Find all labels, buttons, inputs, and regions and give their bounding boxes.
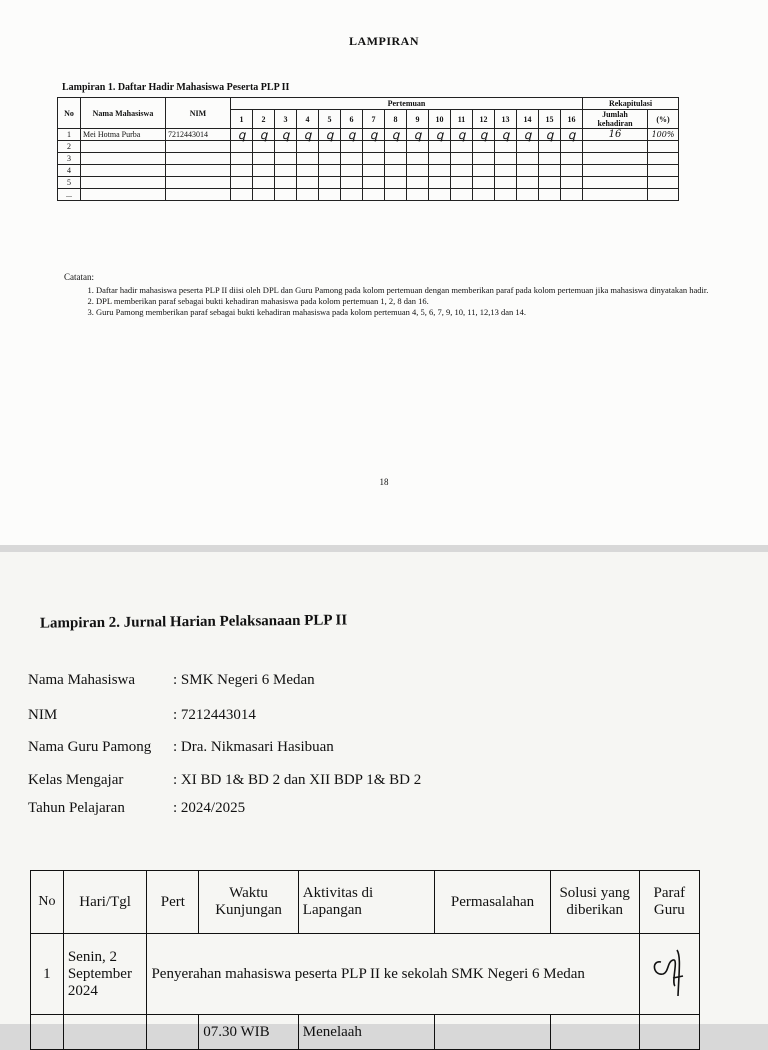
meeting-num: 4 — [297, 110, 319, 129]
journal-table — [30, 870, 700, 1050]
meeting-num: 16 — [561, 110, 583, 129]
table-row — [58, 189, 679, 201]
meeting-num: 6 — [341, 110, 363, 129]
meeting-num: 15 — [539, 110, 561, 129]
paraf-signature: ꝗ — [231, 129, 253, 141]
col-rekap: Rekapitulasi — [583, 98, 679, 110]
page-title: LAMPIRAN — [349, 34, 419, 48]
row-no: 5 — [58, 177, 81, 189]
col-no: No — [58, 98, 81, 129]
row-description: Penyerahan mahasiswa peserta PLP II ke sekolah SMK Negeri 6 Medan — [147, 934, 639, 1015]
student-name: Mei Hotma Purba — [81, 129, 166, 141]
note-item: 3. Guru Pamong memberikan paraf sebagai bukti kehadiran mahasiswa pada kolom pertemuan 4, 5, 6, 7, 9, 10, 11, 12,13 dan 14. — [96, 307, 736, 318]
attendance-subtitle: Lampiran 1. Daftar Hadir Mahasiswa Peserta PLP II — [62, 82, 290, 93]
notes-list — [62, 285, 736, 318]
row-waktu: 07.30 WIB — [199, 1015, 299, 1050]
paraf-signature: ꝗ — [297, 129, 319, 141]
field-kelas-mengajar — [28, 772, 421, 789]
row-no: ... — [58, 189, 81, 201]
field-nim — [28, 707, 256, 724]
meeting-num: 14 — [517, 110, 539, 129]
table-row — [58, 177, 679, 189]
field-value: : XI BD 1& BD 2 dan XII BDP 1& BD 2 — [173, 772, 422, 788]
paraf-signature: ꝗ — [363, 129, 385, 141]
field-label: Nama Guru Pamong — [28, 739, 152, 755]
table-row — [58, 153, 679, 165]
page-number: 18 — [379, 477, 389, 487]
field-value: : 2024/2025 — [173, 800, 246, 816]
paraf-signature: ꝗ — [495, 129, 517, 141]
col-permasalahan: Permasalahan — [435, 871, 550, 934]
field-value: : SMK Negeri 6 Medan — [173, 672, 315, 688]
col-name: Nama Mahasiswa — [81, 98, 166, 129]
field-label: Tahun Pelajaran — [28, 800, 125, 816]
paraf-signature: ꝗ — [473, 129, 495, 141]
field-tahun-pelajaran — [28, 800, 245, 817]
persen-kehadiran: 100% — [648, 129, 679, 141]
row-no: 3 — [58, 153, 81, 165]
paraf-signature: ꝗ — [407, 129, 429, 141]
paraf-signature — [639, 934, 699, 1015]
col-waktu: Waktu Kunjungan — [199, 871, 299, 934]
paraf-signature: ꝗ — [429, 129, 451, 141]
row-hari: Senin, 2 September 2024 — [63, 934, 147, 1015]
journal-title: Lampiran 2. Jurnal Harian Pelaksanaan PLP II — [39, 612, 348, 632]
note-item: 2. DPL memberikan paraf sebagai bukti kehadiran mahasiswa pada kolom pertemuan 1, 2, 8 dan 16. — [96, 296, 736, 307]
table-row — [31, 1015, 700, 1050]
paraf-signature: ꝗ — [385, 129, 407, 141]
col-solusi: Solusi yang diberikan — [550, 871, 639, 934]
paraf-signature: ꝗ — [253, 129, 275, 141]
row-no: 1 — [31, 934, 64, 1015]
field-label: NIM — [28, 707, 58, 723]
meeting-num: 8 — [385, 110, 407, 129]
field-label: Nama Mahasiswa — [28, 672, 136, 688]
meeting-num: 2 — [253, 110, 275, 129]
meeting-num: 9 — [407, 110, 429, 129]
paraf-signature: ꝗ — [517, 129, 539, 141]
col-no: No — [31, 871, 64, 934]
field-guru-pamong — [28, 739, 334, 756]
meeting-num: 12 — [473, 110, 495, 129]
col-paraf: Paraf Guru — [639, 871, 699, 934]
jumlah-kehadiran: 16 — [583, 129, 648, 141]
table-row — [58, 141, 679, 153]
field-nama-mahasiswa — [28, 672, 315, 689]
row-no: 2 — [58, 141, 81, 153]
col-persen: (%) — [648, 110, 679, 129]
paraf-signature: ꝗ — [539, 129, 561, 141]
signature-icon — [649, 942, 689, 1002]
col-jumlah: Jumlah kehadiran — [583, 110, 648, 129]
table-row — [31, 934, 700, 1015]
page-lampiran-2 — [0, 552, 768, 1040]
meeting-num: 10 — [429, 110, 451, 129]
notes-heading: Catatan: — [64, 272, 94, 282]
meeting-num: 13 — [495, 110, 517, 129]
col-pertemuan: Pertemuan — [231, 98, 583, 110]
field-value: : Dra. Nikmasari Hasibuan — [173, 739, 334, 755]
table-row — [58, 129, 679, 141]
meeting-num: 5 — [319, 110, 341, 129]
meeting-num: 7 — [363, 110, 385, 129]
meeting-num: 11 — [451, 110, 473, 129]
paraf-signature: ꝗ — [275, 129, 297, 141]
col-pert: Pert — [147, 871, 199, 934]
paraf-signature: ꝗ — [561, 129, 583, 141]
paraf-signature: ꝗ — [319, 129, 341, 141]
note-item: 1. Daftar hadir mahasiswa peserta PLP II diisi oleh DPL dan Guru Pamong pada kolom pertemuan dengan memberikan paraf pada kolom pertemuan jika mahasiswa dinyatakan hadir. — [96, 285, 736, 296]
table-row — [58, 165, 679, 177]
row-aktivitas: Menelaah — [298, 1015, 435, 1050]
student-nim: 7212443014 — [166, 129, 231, 141]
field-label: Kelas Mengajar — [28, 772, 124, 788]
col-aktivitas: Aktivitas di Lapangan — [298, 871, 435, 934]
meeting-num: 1 — [231, 110, 253, 129]
paraf-signature: ꝗ — [341, 129, 363, 141]
paraf-signature: ꝗ — [451, 129, 473, 141]
meeting-num: 3 — [275, 110, 297, 129]
col-nim: NIM — [166, 98, 231, 129]
row-no: 4 — [58, 165, 81, 177]
row-no: 1 — [58, 129, 81, 141]
col-hari: Hari/Tgl — [63, 871, 147, 934]
attendance-table — [57, 97, 679, 201]
field-value: : 7212443014 — [173, 707, 256, 723]
